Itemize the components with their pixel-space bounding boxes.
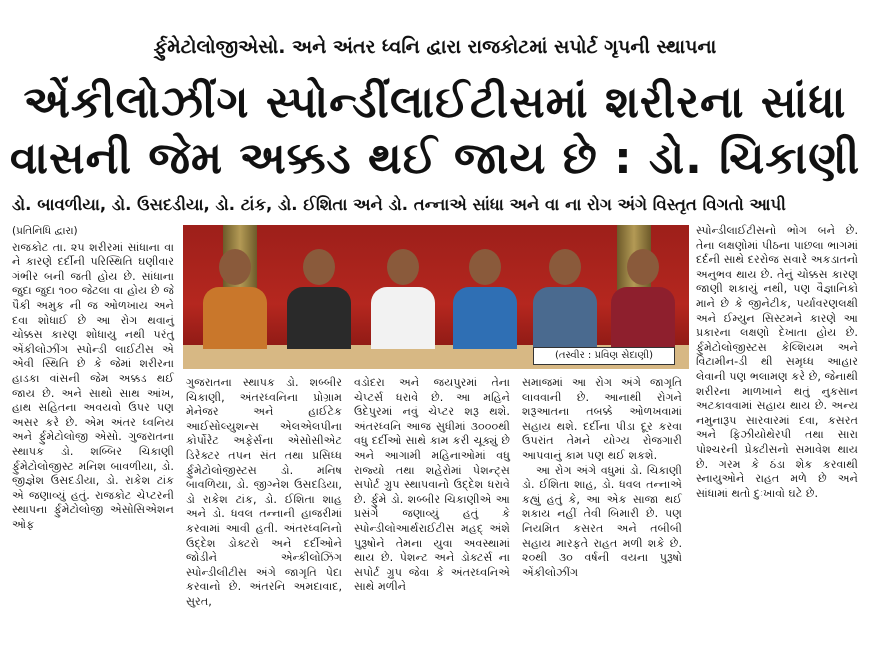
photo-caption: (તસ્વીર : પ્રવિણ સેદાણી) <box>533 347 675 365</box>
person-1 <box>203 249 267 349</box>
column-4-text-a: સમાજમાં આ રોગ અંગે જાગૃતિ લાવવાની છે. આનાથી રોગને શરૂઆતના તબક્કે ઓળખવામાં સહાય થશે. દર્દીના પીડા દૂર કરવા ઉપરાંત તેમને યોગ્ય રોજગારી આપવાનું કામ પણ થઈ શકશે. <box>522 376 682 462</box>
byline: (પ્રતિનિધિ દ્વારા) <box>12 225 78 237</box>
column-3 <box>354 376 510 595</box>
column-5-text: સ્પોન્ડીલાઈટીસનો ભોગ બને છે. તેના લક્ષણોમાં પીઠના પાછલા ભાગમાં દર્દની સાથે દરરોજ સવારે અકડાતનો અનુભવ થાય છે. તેનું ચોક્કસ કારણ જાણી શકાયું નથી, પણ વૈજ્ઞાનિકો માને છે કે જીનેટીક, પર્યાવરણલક્ષી અને ઈમ્યુન સિસ્ટમને કારણે આ પ્રકારના લક્ષણો દેખાતા હોય છે. ર્ફુમેટોલોજીસ્ટસ કેલ્શિયમ અને વિટામીન-ડી થી સમૃધ્ધ આહાર લેવાની પણ ભલામણ કરે છે, જેનાથી શરીરના માળખાને થતું નુકસાન અટકાવવામાં સહાય થાય છે. અન્ય નમુનારૂપ સારવારમાં દવા, કસરત અને ફિઝીયોથેરપી તથા સારા પોશ્ચરની પ્રેક્ટીસનો સમાવેશ થાય છે. ગરમ કે ઠંડા શેક કરવાથી સ્નાયુઓને રાહત મળે છે અને સાંધામાં થતો દુઃખાવો ઘટે છે. <box>696 224 858 500</box>
person-6 <box>611 249 675 349</box>
person-4 <box>453 249 517 349</box>
column-3-text: વડોદરા અને જયપુરમાં તેના ચેપ્ટર્સ ધરાવે છે. આ મહિને ઉદેપુરમાં નવું ચેપ્ટર શરૂ થશે. અંતરધ્વનિ આજ સુધીમાં ૩૦૦૦થી વધુ દર્દીઓ સાથે કામ કરી ચૂક્યું છે અને આગામી મહિનાઓમાં વધુ રાજ્યો તથા શહેરોમાં પેશન્ટ્સ સપોર્ટ ગ્રુપ સ્થાપવાનો ઉદ્દેશ ધરાવે છે. ર્ફુમે ડો. શબ્બીર ચિકાણીએ આ પ્રસંગે જણાવ્યું હતું કે સ્પોન્ડીલોઆર્થરાઈટીસ મહદ્ અંશે પુરૂષોને તેમના યુવા અવસ્થામાં થાય છે. પેશન્ટ અને ડોક્ટર્સ ના સપોર્ટ ગ્રુપ જેવા કે અંતરધ્વનિએ સાથે મળીને <box>354 376 510 594</box>
person-2 <box>287 249 351 349</box>
headline-line-2: વાસની જેમ અક્કડ થઈ જાય છે : ડો. ચિકાણી <box>9 133 861 184</box>
column-5 <box>696 224 858 501</box>
person-5 <box>533 249 597 349</box>
column-1-text: રાજકોટ તા. ૨૫ શરીરમાં સાંધાના વા ને કારણે દર્દીની પરિસ્થિતિ ઘણીવાર ગંભીર બની જતી હોય છે. સાંધાના જુદા જુદા ૧૦૦ જેટલા વા હોય છે જે પૈકી અમુક ની જ ઓળખાય અને દવા શોધાઈ છે આ રોગ થવાનું ચોક્કસ કારણ શોધાયુ નથી પરંતુ એંકીલોઝીંગ સ્પોન્ડી લાઈટીસ એ એવી સ્થિતિ છે કે જેમાં શરીરના હાડકા વાંસની જેમ અક્કડ થઈ જાય છે. અને સાથો સાથ આંખ, હાથ સહિતના અવયવો ઉપર પણ અસર કરે છે. એમ અંતર ધ્વનિય અને ર્ફુમેટોલોજી એસો. ગુજરાતના સ્થાપક ડો. શબ્બિર ચિકાણી ર્ફુમેટોલોજીસ્ટ મનિશ બાવળીયા, ડો. જીજ્ઞેશ ઉસદડીયા, ડો. રાકેશ ટાંક એ જણાવ્યું હતું. રાજકોટ ચેપ્ટરની સ્થાપના ર્ફુમેટોલોજી એસોસિએશન ઓફ <box>12 240 174 531</box>
subheadline: ડો. બાવળીયા, ડો. ઉસદડીયા, ડો. ટાંક, ડો. ઈશિતા અને ડો. તન્નાએ સાંધા અને વા ના રોગ અંગે વિસ્તૃત વિગતો આપી <box>12 195 786 214</box>
column-4-text-b: આ રોગ અંગે વધુમાં ડો. ચિકાણી ડો. ઈશિતા શાહ, ડો. ધવલ તન્નાએ કહ્યું હતું કે, આ એક સાજા થઈ શકાય નહીં તેવી બિમારી છે. પણ નિયમિત કસરત અને તબીબી સહાય મારફતે રાહત મળી શકે છે. ૨૦થી ૩૦ વર્ષની વયના પુરૂષો એંકીલોઝીંગ <box>522 463 682 579</box>
column-2-text: ગુજરાતના સ્થાપક ડો. શબ્બીર ચિકાણી, અંતરધ્વનિના પ્રોગ્રામ મેનેજર અને હાઈટેક આઈસોલ્યુશન્સ એલએલપીના કોર્પોરેટ અફેર્સના એસોસીએટ ડિરેક્ટર તપન સંત તથા પ્રસિધ્ધ ર્ફુમેટોલોજીસ્ટસ ડો. મનિષ બાવળિયા, ડો. જીગ્નેશ ઉસદડિયા, ડો રાકેશ ટાંક, ડો. ઈશિતા શાહ અને ડો. ધવલ તન્નાની હાજરીમાં કરવામાં આવી હતી. અંતરધ્વનિનો ઉદ્દેશ ડોક્ટરો અને દર્દીઓને જોડીને એન્કીલોઝિંગ સ્પોન્ડીલીટીસ અંગે જાગૃતિ પેદા કરવાનો છે. અંતરનિ અમદાવાદ, સુરત, <box>186 376 342 608</box>
person-3 <box>371 249 435 349</box>
column-1 <box>12 224 174 532</box>
column-2 <box>186 376 342 610</box>
headline-line-1: એંકીલોઝીંગ સ્પોન્ડીંલાઈટીસમાં શરીરના સાંધા <box>23 77 847 128</box>
article-kicker: ર્ફુમેટોલોજીએસો. અને અંતર ધ્વનિ દ્વારા રાજકોટમાં સપોર્ટ ગૃપની સ્થાપના <box>153 36 717 58</box>
column-4 <box>522 376 682 580</box>
